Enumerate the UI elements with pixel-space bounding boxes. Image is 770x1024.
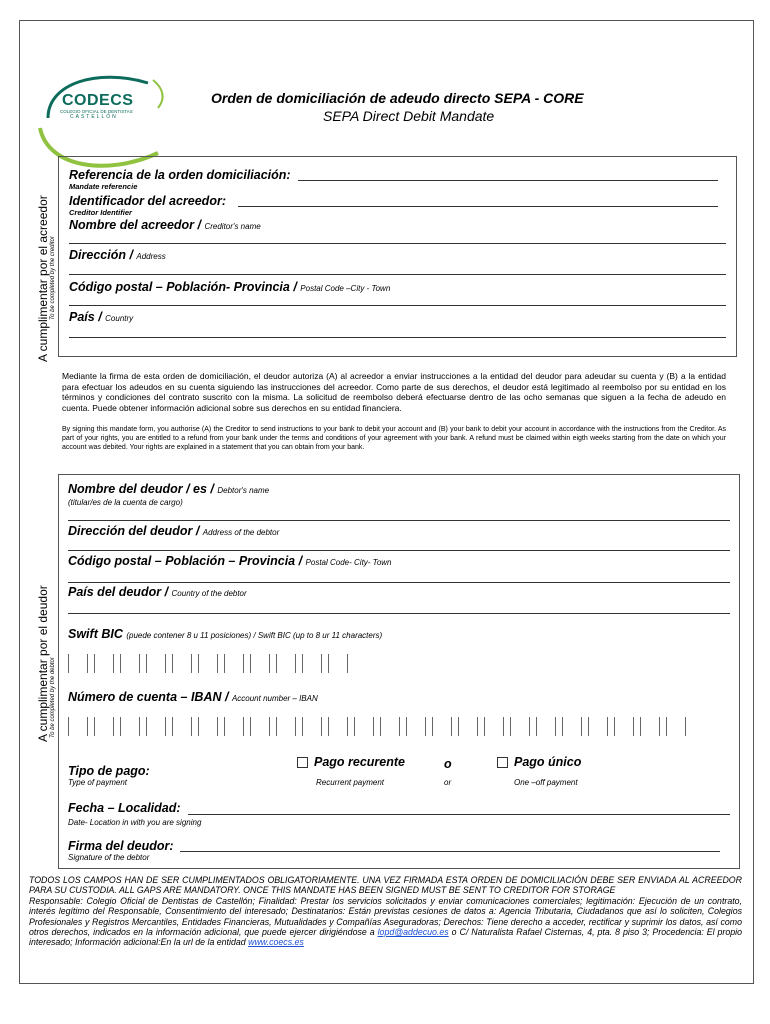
- creditor-name-field[interactable]: [69, 243, 726, 244]
- debtor-address-sub: Address of the debtor: [202, 528, 280, 537]
- swift-cell[interactable]: [146, 654, 166, 673]
- mandate-reference-field[interactable]: [298, 180, 718, 181]
- iban-cell[interactable]: [276, 717, 296, 736]
- creditor-address-field[interactable]: [69, 274, 726, 275]
- creditor-identifier-sub: Creditor Identifier: [69, 208, 132, 217]
- or-label: o: [444, 757, 452, 771]
- creditor-identifier-field[interactable]: [238, 206, 718, 207]
- footer-privacy: Responsable: Colegio Oficial de Dentistas de Castellón; Finalidad: Prestar los servicios solicitados y enviar comunicaciones comerciales; legitimación: Ejecución de un contrato, interés legítimo del Responsable, Consentimiento del interesado; Destinatarios: Están previstas cesiones de datos a: Agencia Tributaria, Ciudadanos que así lo soliciten, Colegios Profesionales y Registros Mercantiles, Entidades Financieras, Mutualidades y Compañías Aseguradoras; Derechos: Tiene derecho a acceder, rectificar y suprimir los datos, así como otros derechos, indicados en la información adicional, que puede ejercer dirigiéndose a: [29, 895, 742, 938]
- iban-cell[interactable]: [146, 717, 166, 736]
- debtor-name-note: (titular/es de la cuenta de cargo): [68, 498, 183, 507]
- swift-cell[interactable]: [302, 654, 322, 673]
- creditor-name-sub: Creditor's name: [204, 222, 261, 231]
- logo-city: CASTELLÓN: [70, 114, 118, 120]
- iban-cell[interactable]: [666, 717, 686, 736]
- swift-text: Swift BIC: [68, 627, 123, 641]
- single-payment-label: Pago único: [514, 755, 582, 769]
- iban-cells[interactable]: [68, 717, 692, 736]
- iban-sub: Account number – IBAN: [231, 694, 318, 703]
- iban-cell[interactable]: [588, 717, 608, 736]
- iban-cell[interactable]: [94, 717, 114, 736]
- footer-notice: TODOS LOS CAMPOS HAN DE SER CUMPLIMENTADOS OBLIGATORIAMENTE. UNA VEZ FIRMADA ESTA ORDEN DE DOMICILIACIÓN DEBE SER ENVIADA AL ACREEDOR PARA SU CUSTODIA. ALL GAPS ARE MANDATORY. ONCE THIS MANDATE HAS BEEN SIGNED MUST BE SENT TO CREDITOR FOR STORAGE: [29, 875, 742, 896]
- iban-cell[interactable]: [536, 717, 556, 736]
- swift-cell[interactable]: [250, 654, 270, 673]
- creditor-identifier-label: Identificador del acreedor:: [69, 194, 226, 208]
- date-location-label: Fecha – Localidad:: [68, 801, 181, 815]
- swift-cell[interactable]: [198, 654, 218, 673]
- swift-sub: (puede contener 8 u 11 posiciones) / Swift BIC (up to 8 ur 11 characters): [126, 631, 383, 640]
- debtor-address-label: Dirección del deudor / Address of the debtor: [68, 524, 280, 538]
- creditor-name-text: Nombre del acreedor: [69, 218, 195, 232]
- swift-cell[interactable]: [120, 654, 140, 673]
- signature-field[interactable]: [180, 851, 720, 852]
- debtor-country-text: País del deudor: [68, 585, 162, 599]
- payment-type-label: Tipo de pago:: [68, 764, 150, 778]
- legal-text-es: Mediante la firma de esta orden de domiciliación, el deudor autoriza (A) al acreedor a enviar instrucciones a la entidad del deudor para adeudar su cuenta y (B) a la entidad para efectuar los adeudos en su cuenta siguiendo las instrucciones del acreedor. Como parte de sus derechos, el deudor está legitimado al reembolso por su entidad en los términos y condiciones del contrato suscrito con la misma. La solicitud de reembolso deberá efectuarse dentro de las ocho semanas que siguen a la fecha de adeudo en cuenta. Puede obtener información adicional sobre sus derechos en su entidad financiera.: [62, 371, 726, 413]
- swift-cells[interactable]: [68, 654, 354, 673]
- iban-cell[interactable]: [614, 717, 634, 736]
- iban-cell[interactable]: [380, 717, 400, 736]
- debtor-postal-sub: Postal Code- City- Town: [305, 558, 392, 567]
- swift-cell[interactable]: [328, 654, 348, 673]
- form-title: Orden de domiciliación de adeudo directo SEPA - CORE: [211, 90, 584, 106]
- debtor-side-label: A cumplimentar por el deudor: [36, 585, 50, 742]
- signature-sub: Signature of the debtor: [68, 853, 150, 862]
- iban-cell[interactable]: [250, 717, 270, 736]
- date-location-sub: Date- Location in with you are signing: [68, 818, 202, 827]
- iban-cell[interactable]: [172, 717, 192, 736]
- debtor-postal-text: Código postal – Población – Provincia: [68, 554, 296, 568]
- swift-cell[interactable]: [68, 654, 88, 673]
- creditor-postal-field[interactable]: [69, 305, 726, 306]
- creditor-postal-sub: Postal Code –City - Town: [300, 284, 391, 293]
- iban-cell[interactable]: [406, 717, 426, 736]
- creditor-country-label: País / Country: [69, 310, 134, 324]
- creditor-country-field[interactable]: [69, 337, 726, 338]
- creditor-address-label: Dirección / Address: [69, 248, 166, 262]
- single-payment-checkbox[interactable]: [497, 757, 508, 768]
- iban-cell[interactable]: [302, 717, 322, 736]
- legal-text-en: By signing this mandate form, you authorise (A) the Creditor to send instructions to your bank to debit your account and (B) your bank to debit your account in accordance with the instructions from the Creditor. As part of your rights, you are entitled to a refund from your bank under the terms and conditions of your agreement with your bank. A refund must be claimed within eigth weeks starting from the date on which your account was debited. Your rights are explained in a statement that you can obtain from your bank.: [62, 426, 726, 451]
- swift-cell[interactable]: [224, 654, 244, 673]
- debtor-country-field[interactable]: [68, 613, 730, 614]
- footer-privacy-cont: o C/ Naturalista Rafael Cisternas, 4, pta. 8 piso 3; Procedencia: El propio interesado; Información adicional:En la url de la entidad: [29, 927, 742, 948]
- creditor-postal-label: Código postal – Población- Provincia / Postal Code –City - Town: [69, 280, 391, 294]
- single-payment-sub: One –off payment: [514, 778, 578, 787]
- iban-label: Número de cuenta – IBAN / Account number – IBAN: [68, 690, 318, 704]
- iban-cell[interactable]: [510, 717, 530, 736]
- creditor-postal-text: Código postal – Población- Provincia: [69, 280, 290, 294]
- debtor-postal-field[interactable]: [68, 582, 730, 583]
- debtor-name-field[interactable]: [68, 520, 730, 521]
- iban-cell[interactable]: [198, 717, 218, 736]
- mandate-reference-sub: Mandate referencie: [69, 182, 138, 191]
- iban-cell[interactable]: [484, 717, 504, 736]
- iban-cell[interactable]: [224, 717, 244, 736]
- debtor-postal-label: Código postal – Población – Provincia / Postal Code- City- Town: [68, 554, 392, 568]
- recurrent-checkbox[interactable]: [297, 757, 308, 768]
- swift-cell[interactable]: [276, 654, 296, 673]
- iban-cell[interactable]: [354, 717, 374, 736]
- debtor-address-text: Dirección del deudor: [68, 524, 193, 538]
- swift-cell[interactable]: [172, 654, 192, 673]
- debtor-name-text: Nombre del deudor / es: [68, 482, 207, 496]
- mandate-reference-label: Referencia de la orden domiciliación:: [69, 168, 291, 182]
- iban-cell[interactable]: [640, 717, 660, 736]
- creditor-address-text: Dirección: [69, 248, 126, 262]
- iban-cell[interactable]: [562, 717, 582, 736]
- iban-text: Número de cuenta – IBAN: [68, 690, 222, 704]
- iban-cell[interactable]: [120, 717, 140, 736]
- signature-label: Firma del deudor:: [68, 839, 174, 853]
- creditor-country-text: País: [69, 310, 95, 324]
- swift-cell[interactable]: [94, 654, 114, 673]
- footer-privacy-block: [29, 896, 742, 948]
- footer-text: [29, 875, 742, 948]
- form-subtitle: SEPA Direct Debit Mandate: [323, 108, 495, 124]
- debtor-name-label: Nombre del deudor / es / Debtor's name: [68, 482, 270, 496]
- debtor-side-sublabel: To be completed by the debtor: [50, 657, 56, 738]
- or-sub: or: [444, 778, 452, 787]
- iban-cell[interactable]: [432, 717, 452, 736]
- recurrent-label: Pago recurente: [314, 755, 406, 769]
- debtor-country-sub: Country of the debtor: [171, 589, 247, 598]
- footer-email-link[interactable]: lopd@addecuo.es: [377, 927, 449, 938]
- creditor-name-label: Nombre del acreedor / Creditor's name: [69, 218, 261, 232]
- iban-cell[interactable]: [328, 717, 348, 736]
- creditor-side-label: A cumplimentar por el acreedor: [36, 195, 50, 362]
- payment-type-sub: Type of payment: [68, 778, 127, 787]
- creditor-address-sub: Address: [136, 252, 166, 261]
- creditor-country-sub: Country: [105, 314, 134, 323]
- logo-name: CODECS: [62, 92, 134, 109]
- iban-cell[interactable]: [458, 717, 478, 736]
- iban-cell[interactable]: [68, 717, 88, 736]
- logo-subtitle: COLEGIO OFICIAL DE DENTISTAS: [60, 109, 133, 114]
- debtor-address-field[interactable]: [68, 550, 730, 551]
- swift-label: [68, 627, 382, 641]
- date-location-field[interactable]: [188, 814, 730, 815]
- footer-website-link[interactable]: www.coecs.es: [248, 937, 304, 948]
- creditor-side-sublabel: To be completed by the creditor: [50, 236, 56, 320]
- debtor-name-sub: Debtor's name: [217, 486, 270, 495]
- debtor-country-label: País del deudor / Country of the debtor: [68, 585, 247, 599]
- recurrent-sub: Recurrent payment: [316, 778, 385, 787]
